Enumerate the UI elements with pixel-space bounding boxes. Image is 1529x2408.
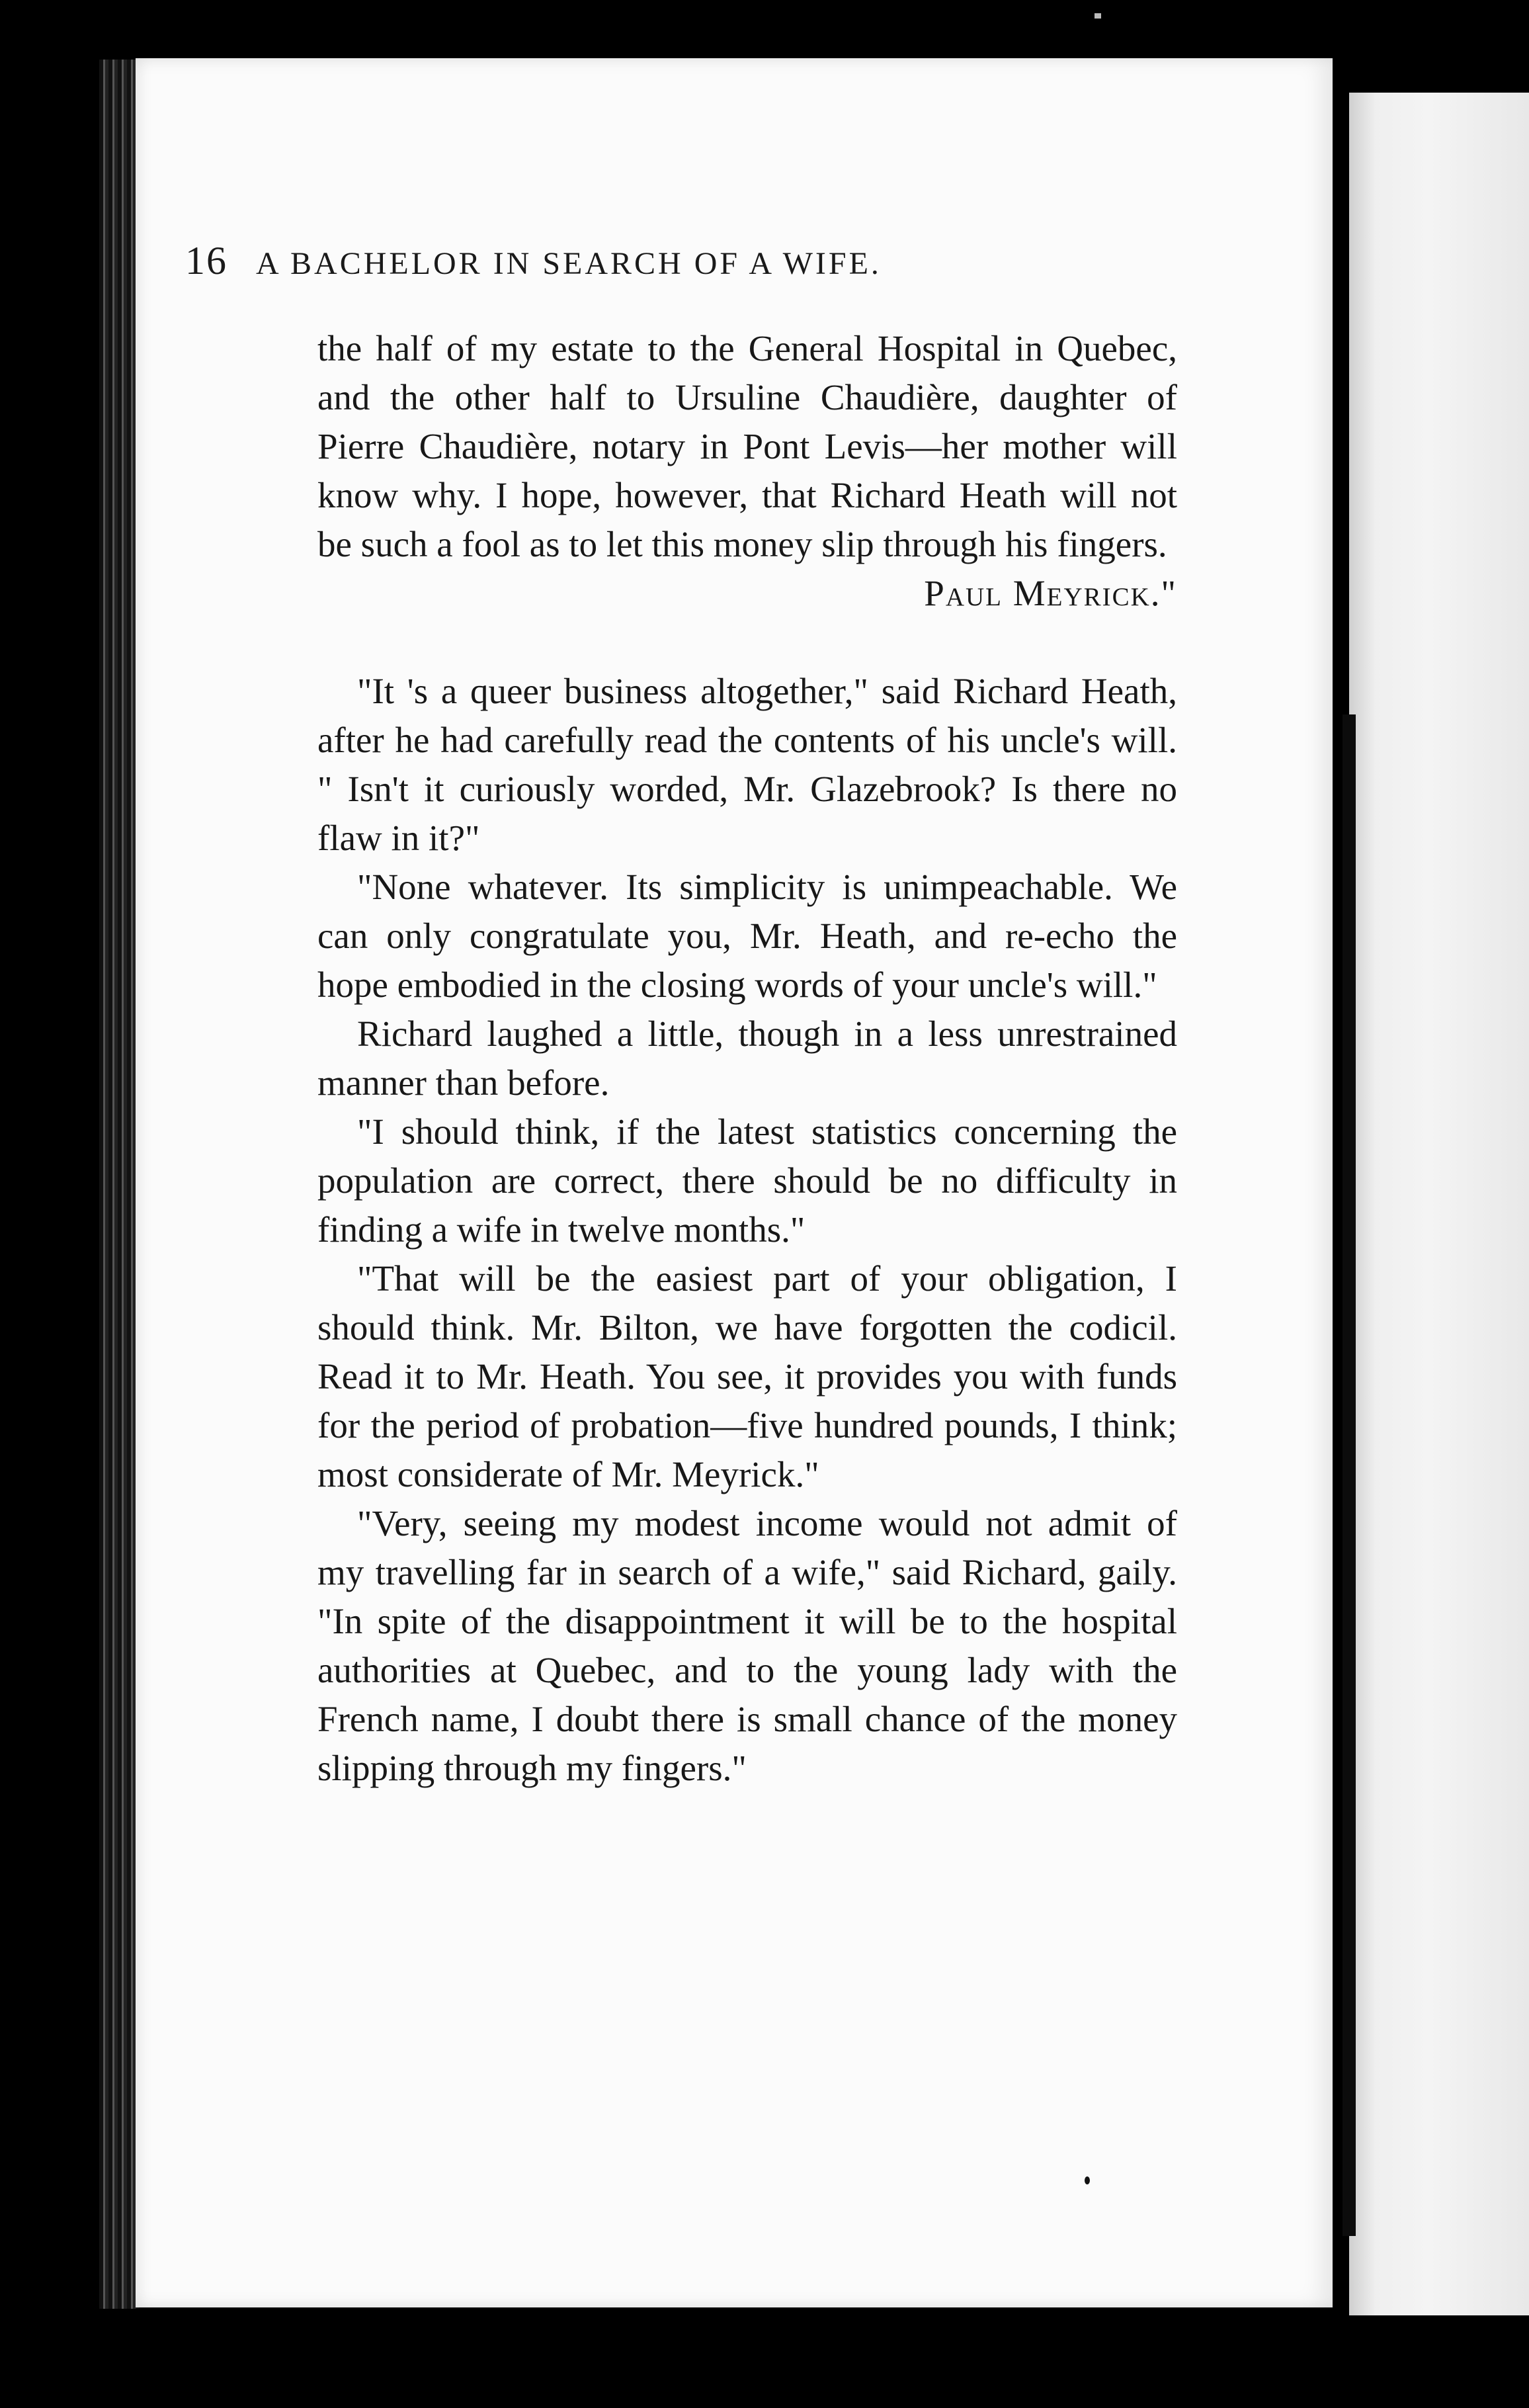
facing-page-shadow	[1343, 714, 1356, 2236]
page-number: 16	[185, 239, 227, 282]
section-gap	[317, 618, 1177, 667]
book-spine	[99, 60, 139, 2309]
dialogue-paragraph: "None whatever. Its simplicity is unimpeachable. We can only congratulate you, Mr. Heath, and re-echo the hope embodied in the closing words of your uncle's will."	[317, 867, 1177, 1005]
dialogue-paragraph: "Very, seeing my modest income would not admit of my travelling far in search of a wife," said Richard, gaily. "In spite of the disappointment it will be to the hospital authorities at Quebec, and to the young lady with the French name, I doubt there is small chance of the money slipping through my fingers."	[317, 1503, 1177, 1788]
narration-paragraph: Richard laughed a little, though in a less unrestrained manner than before.	[317, 1013, 1177, 1103]
facing-page-edge	[1349, 93, 1529, 2315]
dialogue-paragraph: "That will be the easiest part of your obligation, I should think. Mr. Bilton, we have forgotten the codicil. Read it to Mr. Heath. You see, it provides you with funds for the period of probation—five hundred pounds, I think; most considerate of Mr. Meyrick."	[317, 1258, 1177, 1494]
signature-line	[317, 569, 1177, 618]
scan-artifact	[1095, 13, 1101, 19]
dialogue-paragraph: "It 's a queer business altogether," said Richard Heath, after he had carefully read the contents of his uncle's will. " Isn't it curiously worded, Mr. Glazebrook? Is there no flaw in it?"	[317, 671, 1177, 858]
ink-speck	[1085, 2176, 1090, 2184]
dialogue-paragraph: "I should think, if the latest statistics concerning the population are correct, there should be no difficulty in finding a wife in twelve months."	[317, 1111, 1177, 1250]
will-text-paragraph: the half of my estate to the General Hospital in Quebec, and the other half to Ursuline Chaudière, daughter of Pierre Chaudière, notary in Pont Levis—her mother will know why. I hope, however, that Richard Heath will not be such a fool as to let this money slip through his fingers.	[317, 328, 1177, 564]
running-head	[185, 238, 1190, 284]
will-signature: Paul Meyrick."	[924, 573, 1177, 613]
page-body	[317, 324, 1177, 1793]
running-title: A BACHELOR IN SEARCH OF A WIFE.	[256, 246, 882, 281]
